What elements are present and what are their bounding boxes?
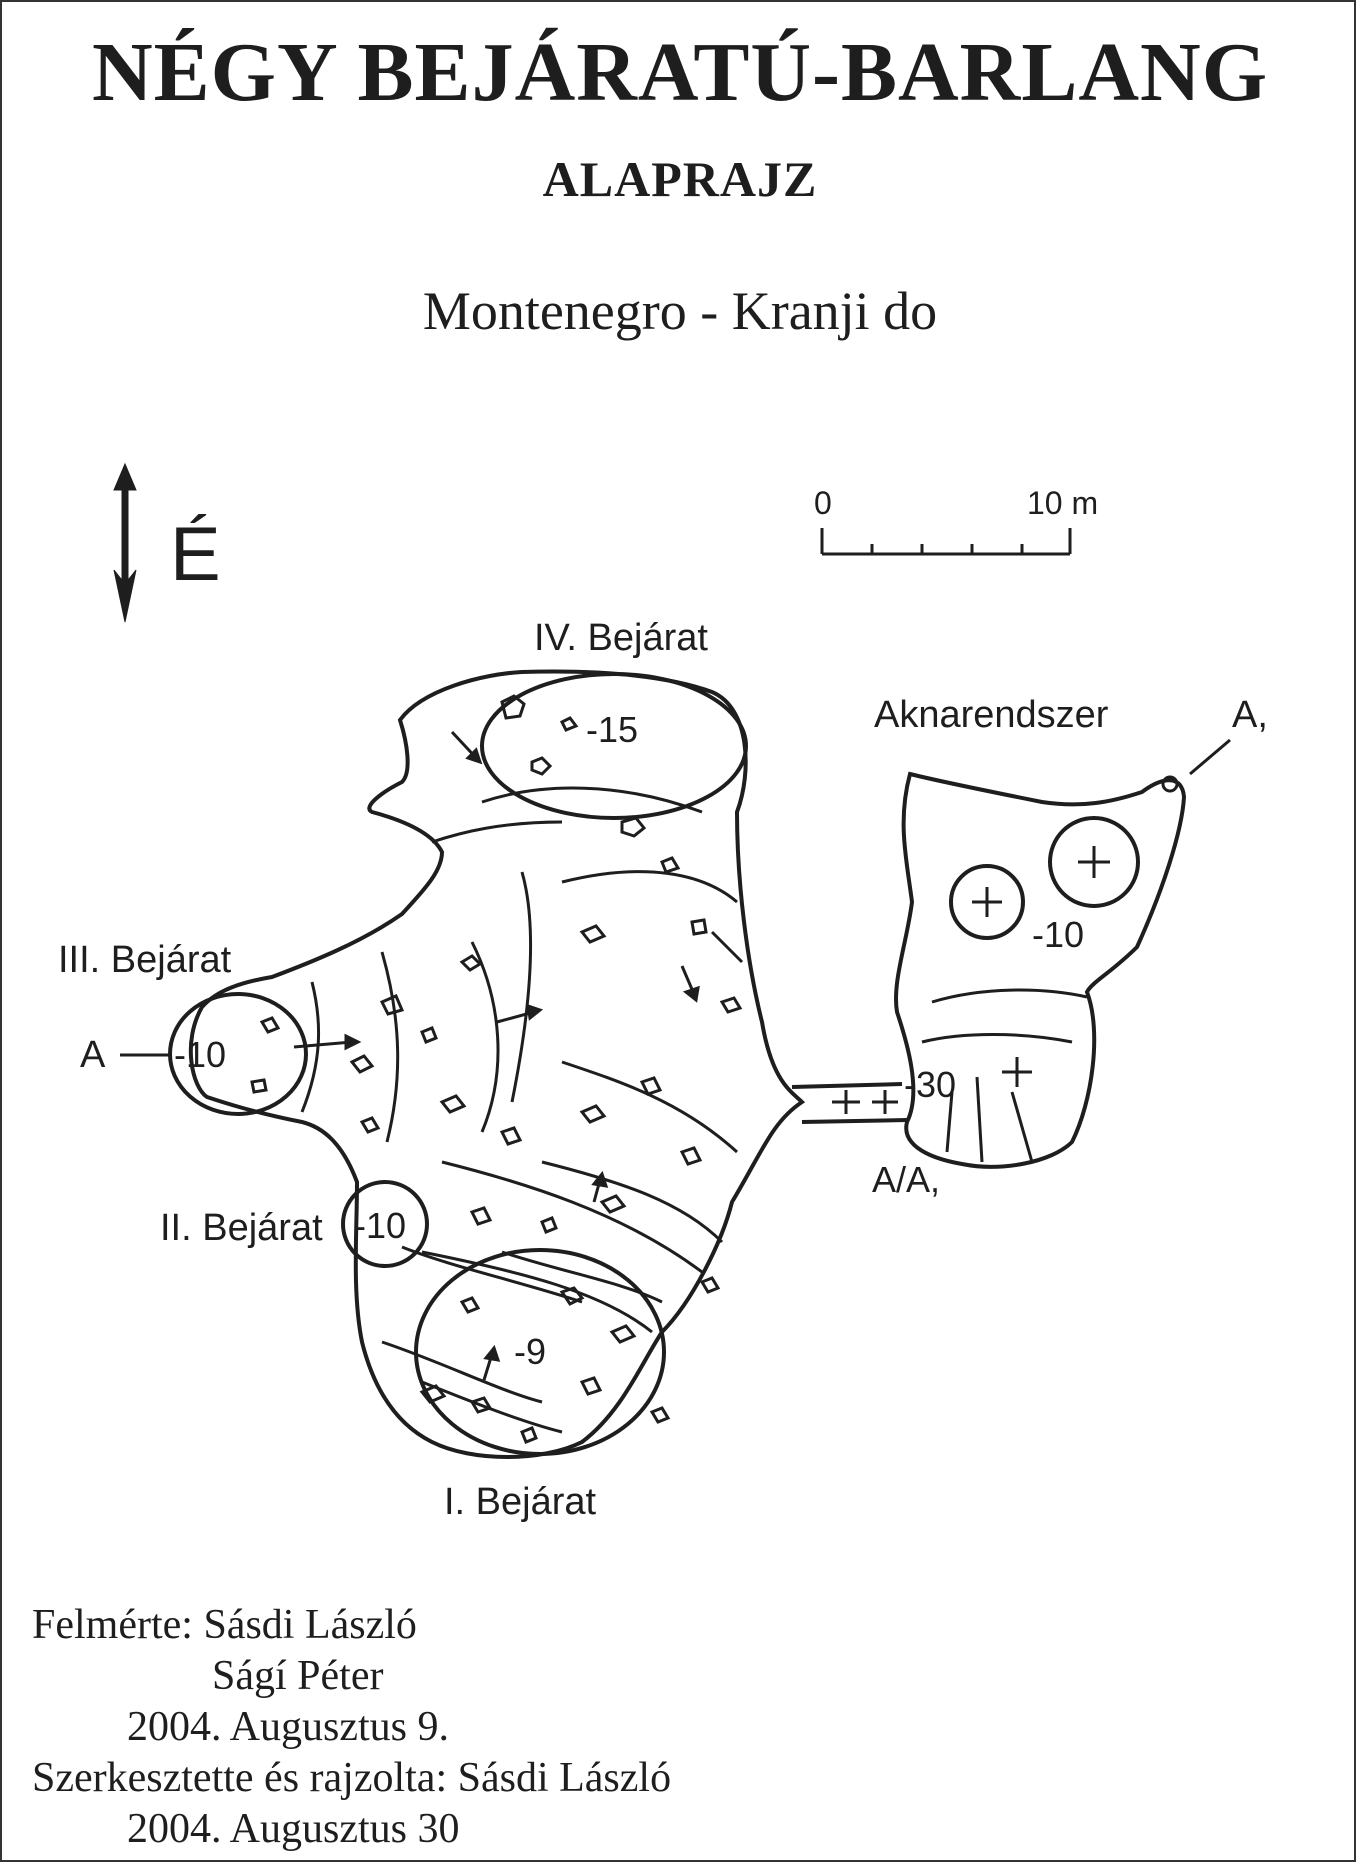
map-title: NÉGY BEJÁRATÚ-BARLANG (91, 26, 1269, 119)
entrance-3-depth: -10 (174, 1034, 227, 1075)
north-arrow-icon (114, 464, 136, 622)
credit-drawn-by: Szerkesztette és rajzolta: Sásdi László (32, 1755, 672, 1801)
shaft-cross-markers (972, 846, 1110, 1087)
section-line-markers (120, 740, 1230, 1055)
entrance-1-depth: -9 (514, 1331, 547, 1372)
credit-drawing-date: 2004. Augusztus 30 (127, 1806, 460, 1852)
entrance-4-label: IV. Bejárat (534, 617, 708, 659)
north-label: É (170, 512, 221, 597)
section-a-left-label: A (80, 1034, 106, 1076)
map-location: Montenegro - Kranji do (422, 281, 938, 341)
credit-surveyed-by: Felmérte: Sásdi László (32, 1602, 417, 1648)
shaft-lower-depth: -30 (904, 1064, 957, 1105)
entrance-4-depth: -15 (586, 709, 639, 750)
shaft-upper-depth: -10 (1032, 914, 1085, 955)
section-label: A/A, (872, 1159, 941, 1200)
entrance-2-depth: -10 (354, 1205, 407, 1246)
scale-bar (822, 528, 1070, 554)
scale-start-label: 0 (814, 485, 832, 521)
passage-markers (832, 1090, 898, 1114)
entrance-2-label: II. Bejárat (160, 1207, 323, 1249)
credits-block (32, 1600, 671, 1855)
map-subtitle: ALAPRAJZ (542, 151, 818, 207)
section-a-right-label: A, (1232, 694, 1268, 736)
cave-map-drawing (2, 2, 1356, 1864)
credit-survey-date: 2004. Augusztus 9. (127, 1704, 450, 1750)
entrance-3-label: III. Bejárat (58, 939, 232, 981)
shaft-system-label: Aknarendszer (874, 694, 1109, 736)
credit-surveyor-2: Ságí Péter (212, 1653, 384, 1699)
shaft-system-outline (896, 774, 1184, 1167)
entrance-1-label: I. Bejárat (444, 1481, 597, 1523)
scale-end-label: 10 m (1027, 485, 1099, 521)
